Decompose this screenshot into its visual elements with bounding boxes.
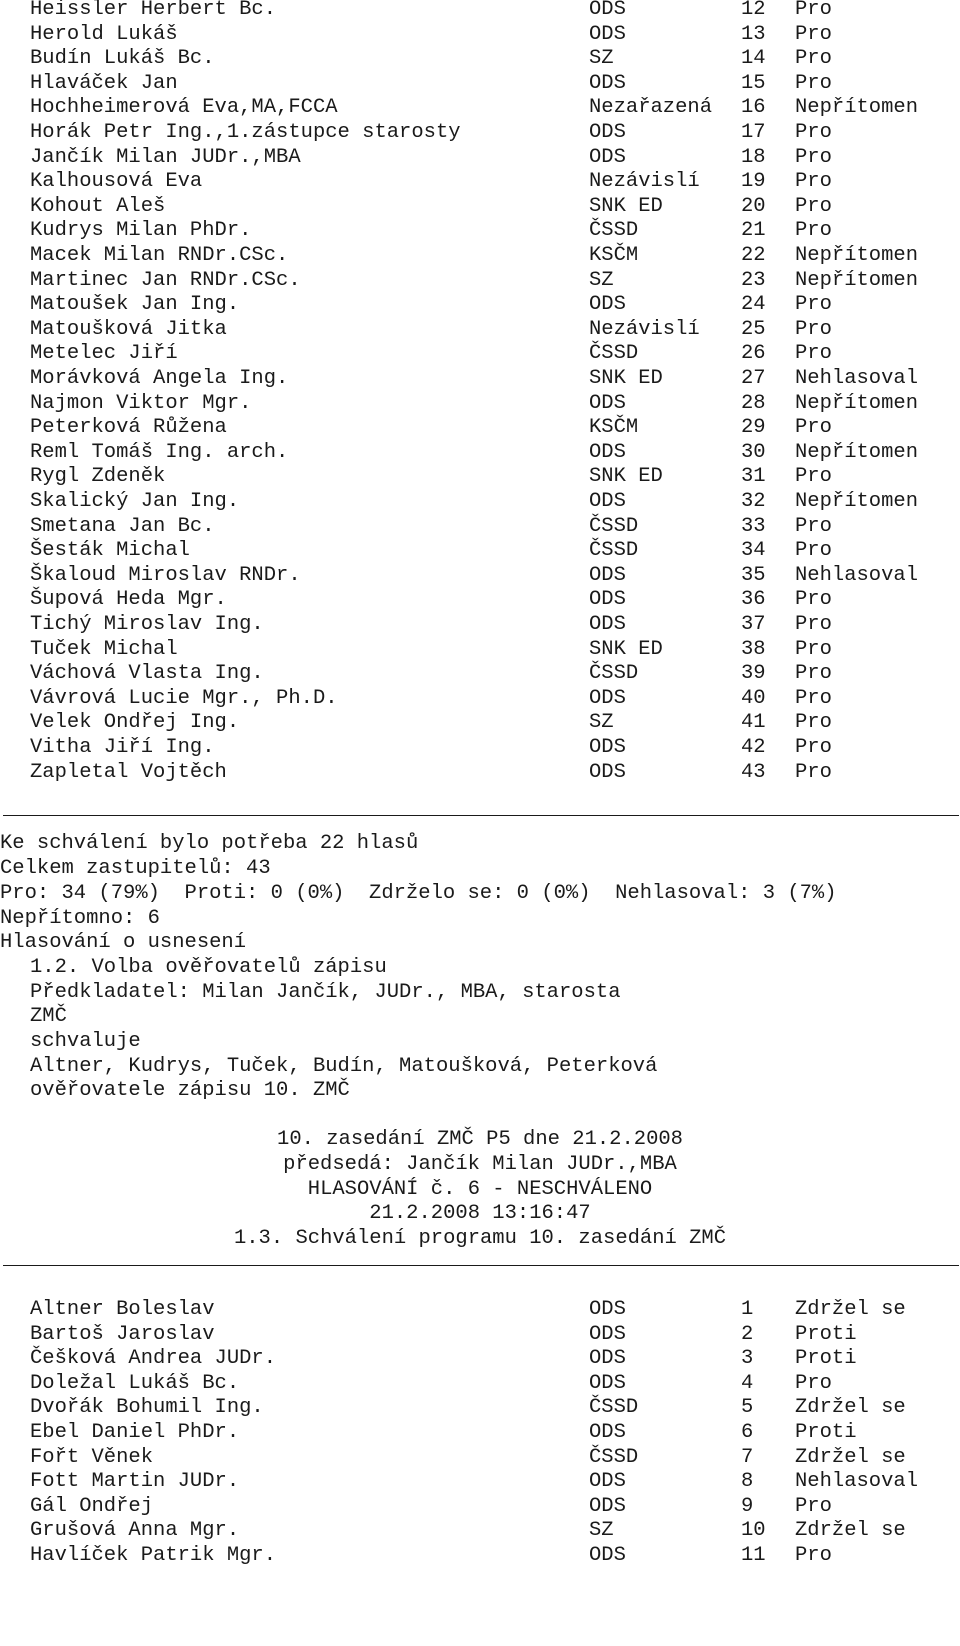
member-number: 14 <box>741 47 766 71</box>
member-name: Peterková Růžena <box>30 416 227 440</box>
member-name: Vitha Jiří Ing. <box>30 736 215 759</box>
member-number: 21 <box>741 219 766 243</box>
separator-line <box>3 815 959 816</box>
member-party: ODS <box>589 1347 626 1371</box>
member-vote: Pro <box>795 760 832 784</box>
member-number: 22 <box>741 244 766 267</box>
member-name: Dvořák Bohumil Ing. <box>30 1396 264 1420</box>
member-name: Matoušek Jan Ing. <box>30 293 240 317</box>
member-vote: Pro <box>795 0 832 21</box>
member-party: SNK ED <box>589 367 663 390</box>
member-party: ČSSD <box>589 1396 639 1420</box>
member-vote: Pro <box>795 71 832 95</box>
member-name: Škaloud Miroslav RNDr. <box>30 563 301 587</box>
separator-line <box>3 1265 959 1266</box>
member-party: ODS <box>589 563 626 587</box>
member-party: ODS <box>589 145 626 169</box>
member-party: SNK ED <box>589 194 663 218</box>
member-party: ODS <box>589 71 626 95</box>
member-name: Macek Milan RNDr.CSc. <box>30 244 289 267</box>
member-party: ODS <box>589 613 626 636</box>
member-vote: Pro <box>795 637 832 661</box>
member-party: ODS <box>589 588 626 612</box>
member-number: 5 <box>741 1396 754 1420</box>
member-vote: Nepřítomen <box>795 268 919 292</box>
member-party: KSČM <box>589 416 639 440</box>
member-vote: Pro <box>795 613 832 636</box>
member-name: Martinec Jan RNDr.CSc. <box>30 268 301 292</box>
member-name: Vávrová Lucie Mgr., Ph.D. <box>30 686 338 710</box>
member-vote: Pro <box>795 711 832 735</box>
member-name: Budín Lukáš Bc. <box>30 47 215 71</box>
member-party: ODS <box>589 1371 626 1395</box>
member-vote: Nepřítomen <box>795 391 919 415</box>
member-number: 39 <box>741 662 766 686</box>
member-party: SZ <box>589 47 614 71</box>
member-name: Váchová Vlasta Ing. <box>30 662 264 686</box>
member-number: 1 <box>741 1298 754 1321</box>
member-party: ODS <box>589 1544 626 1567</box>
member-name: Reml Tomáš Ing. arch. <box>30 440 289 464</box>
member-name: Grušová Anna Mgr. <box>30 1519 240 1543</box>
member-vote: Nepřítomen <box>795 96 919 120</box>
member-number: 43 <box>741 760 766 784</box>
member-number: 9 <box>741 1494 754 1518</box>
member-number: 8 <box>741 1470 754 1494</box>
member-party: ODS <box>589 1470 626 1494</box>
agenda-item-title: 1.3. Schválení programu 10. zasedání ZMČ <box>233 1227 727 1250</box>
member-vote: Proti <box>795 1421 857 1444</box>
member-party: SZ <box>589 711 614 735</box>
member-vote: Nehlasoval <box>795 563 919 587</box>
member-name: Kohout Aleš <box>30 194 166 218</box>
member-name: Velek Ondřej Ing. <box>30 711 240 735</box>
member-name: Fott Martin JUDr. <box>30 1470 240 1494</box>
member-number: 26 <box>741 342 766 366</box>
member-name: Jančík Milan JUDr.,MBA <box>30 145 301 169</box>
member-name: Kalhousová Eva <box>30 170 203 194</box>
member-vote: Zdržel se <box>795 1519 906 1543</box>
member-vote: Pro <box>795 736 832 759</box>
member-number: 17 <box>741 121 766 144</box>
member-number: 16 <box>741 96 766 120</box>
member-vote: Pro <box>795 686 832 710</box>
member-party: ODS <box>589 490 626 513</box>
member-vote: Pro <box>795 514 832 538</box>
member-number: 40 <box>741 686 766 710</box>
member-party: Nezařazená <box>589 96 713 120</box>
member-number: 31 <box>741 465 766 489</box>
member-party: ČSSD <box>589 1445 639 1469</box>
member-vote: Pro <box>795 194 832 218</box>
member-number: 3 <box>741 1347 754 1371</box>
member-number: 4 <box>741 1371 754 1395</box>
member-party: ODS <box>589 1494 626 1518</box>
member-name: Morávková Angela Ing. <box>30 367 289 390</box>
member-number: 29 <box>741 416 766 440</box>
member-number: 36 <box>741 588 766 612</box>
member-party: ODS <box>589 440 626 464</box>
member-party: SZ <box>589 1519 614 1543</box>
member-name: Bartoš Jaroslav <box>30 1322 215 1346</box>
member-vote: Pro <box>795 121 832 144</box>
member-number: 42 <box>741 736 766 759</box>
member-name: Rygl Zdeněk <box>30 465 166 489</box>
member-party: ČSSD <box>589 342 639 366</box>
member-number: 30 <box>741 440 766 464</box>
resolution-submitter: Předkladatel: Milan Jančík, JUDr., MBA, starosta <box>30 981 621 1004</box>
member-party: ODS <box>589 293 626 317</box>
member-number: 27 <box>741 367 766 390</box>
member-party: ODS <box>589 121 626 144</box>
member-name: Najmon Viktor Mgr. <box>30 391 252 415</box>
member-vote: Pro <box>795 662 832 686</box>
resolution-item: 1.2. Volba ověřovatelů zápisu <box>30 956 387 979</box>
member-party: ODS <box>589 760 626 784</box>
member-vote: Pro <box>795 317 832 341</box>
member-vote: Pro <box>795 47 832 71</box>
member-number: 20 <box>741 194 766 218</box>
member-number: 6 <box>741 1421 754 1444</box>
member-party: ODS <box>589 22 626 46</box>
member-vote: Zdržel se <box>795 1298 906 1321</box>
member-name: Havlíček Patrik Mgr. <box>30 1544 277 1567</box>
member-name: Doležal Lukáš Bc. <box>30 1371 240 1395</box>
member-name: Gál Ondřej <box>30 1494 154 1518</box>
member-number: 15 <box>741 71 766 95</box>
member-vote: Nepřítomen <box>795 244 919 267</box>
member-name: Heissler Herbert Bc. <box>30 0 277 21</box>
member-party: Nezávislí <box>589 170 700 194</box>
member-party: ČSSD <box>589 662 639 686</box>
member-name: Šesták Michal <box>30 539 190 563</box>
member-number: 34 <box>741 539 766 563</box>
member-number: 10 <box>741 1519 766 1543</box>
member-number: 11 <box>741 1544 766 1567</box>
member-vote: Pro <box>795 145 832 169</box>
member-vote: Pro <box>795 1544 832 1567</box>
vote-counts-text: Pro: 34 (79%) Proti: 0 (0%) Zdrželo se: 0 (0%) Nehlasoval: 3 (7%) <box>0 882 837 905</box>
member-party: KSČM <box>589 244 639 267</box>
member-number: 2 <box>741 1322 754 1346</box>
session-title: 10. zasedání ZMČ P5 dne 21.2.2008 <box>277 1128 683 1151</box>
member-name: Horák Petr Ing.,1.zástupce starosty <box>30 121 461 144</box>
member-number: 38 <box>741 637 766 661</box>
member-number: 18 <box>741 145 766 169</box>
member-party: ODS <box>589 1421 626 1444</box>
member-name: Zapletal Vojtěch <box>30 760 227 784</box>
member-party: ODS <box>589 736 626 759</box>
member-name: Hochheimerová Eva,MA,FCCA <box>30 96 338 120</box>
member-name: Metelec Jiří <box>30 342 178 366</box>
member-party: ČSSD <box>589 539 639 563</box>
member-vote: Proti <box>795 1347 857 1371</box>
member-number: 13 <box>741 22 766 46</box>
member-number: 12 <box>741 0 766 21</box>
member-name: Matoušková Jitka <box>30 317 227 341</box>
member-party: ČSSD <box>589 514 639 538</box>
member-vote: Pro <box>795 1494 832 1518</box>
required-votes-text: Ke schválení bylo potřeba 22 hlasů <box>0 832 419 855</box>
vote-result-title: HLASOVÁNÍ č. 6 - NESCHVÁLENO <box>307 1178 653 1201</box>
resolution-names: Altner, Kudrys, Tuček, Budín, Matoušková, Peterková <box>30 1055 658 1078</box>
member-vote: Pro <box>795 539 832 563</box>
member-name: Altner Boleslav <box>30 1298 215 1321</box>
member-vote: Nehlasoval <box>795 367 919 390</box>
total-members-text: Celkem zastupitelů: 43 <box>0 857 271 880</box>
member-party: ODS <box>589 391 626 415</box>
member-party: ODS <box>589 1298 626 1321</box>
member-vote: Proti <box>795 1322 857 1346</box>
member-party: ODS <box>589 1322 626 1346</box>
member-name: Skalický Jan Ing. <box>30 490 240 513</box>
member-number: 23 <box>741 268 766 292</box>
member-party: SNK ED <box>589 465 663 489</box>
resolution-body: ZMČ <box>30 1005 67 1028</box>
resolution-heading: Hlasování o usnesení <box>0 931 247 954</box>
member-party: ČSSD <box>589 219 639 243</box>
member-vote: Pro <box>795 219 832 243</box>
member-vote: Pro <box>795 465 832 489</box>
member-vote: Pro <box>795 416 832 440</box>
member-number: 37 <box>741 613 766 636</box>
member-name: Herold Lukáš <box>30 22 178 46</box>
member-party: SNK ED <box>589 637 663 661</box>
member-name: Šupová Heda Mgr. <box>30 588 227 612</box>
member-vote: Pro <box>795 1371 832 1395</box>
member-number: 7 <box>741 1445 754 1469</box>
member-party: ODS <box>589 0 626 21</box>
member-vote: Pro <box>795 342 832 366</box>
member-vote: Nepřítomen <box>795 490 919 513</box>
member-name: Tuček Michal <box>30 637 178 661</box>
member-vote: Pro <box>795 170 832 194</box>
member-vote: Pro <box>795 588 832 612</box>
member-name: Tichý Miroslav Ing. <box>30 613 264 636</box>
vote-datetime: 21.2.2008 13:16:47 <box>369 1202 591 1225</box>
member-name: Češková Andrea JUDr. <box>30 1347 277 1371</box>
absent-count-text: Nepřítomno: 6 <box>0 907 160 930</box>
member-vote: Zdržel se <box>795 1396 906 1420</box>
member-vote: Nepřítomen <box>795 440 919 464</box>
member-name: Smetana Jan Bc. <box>30 514 215 538</box>
member-number: 33 <box>741 514 766 538</box>
member-number: 28 <box>741 391 766 415</box>
member-name: Kudrys Milan PhDr. <box>30 219 252 243</box>
member-vote: Zdržel se <box>795 1445 906 1469</box>
member-name: Ebel Daniel PhDr. <box>30 1421 240 1444</box>
member-vote: Pro <box>795 22 832 46</box>
member-number: 25 <box>741 317 766 341</box>
member-number: 32 <box>741 490 766 513</box>
member-number: 19 <box>741 170 766 194</box>
member-party: SZ <box>589 268 614 292</box>
member-number: 35 <box>741 563 766 587</box>
member-number: 41 <box>741 711 766 735</box>
resolution-object: ověřovatele zápisu 10. ZMČ <box>30 1079 350 1102</box>
member-name: Hlaváček Jan <box>30 71 178 95</box>
member-party: ODS <box>589 686 626 710</box>
member-vote: Nehlasoval <box>795 1470 919 1494</box>
session-chair: předsedá: Jančík Milan JUDr.,MBA <box>283 1153 677 1176</box>
member-number: 24 <box>741 293 766 317</box>
member-vote: Pro <box>795 293 832 317</box>
resolution-verb: schvaluje <box>30 1030 141 1053</box>
member-name: Fořt Věnek <box>30 1445 154 1469</box>
member-party: Nezávislí <box>589 317 700 341</box>
